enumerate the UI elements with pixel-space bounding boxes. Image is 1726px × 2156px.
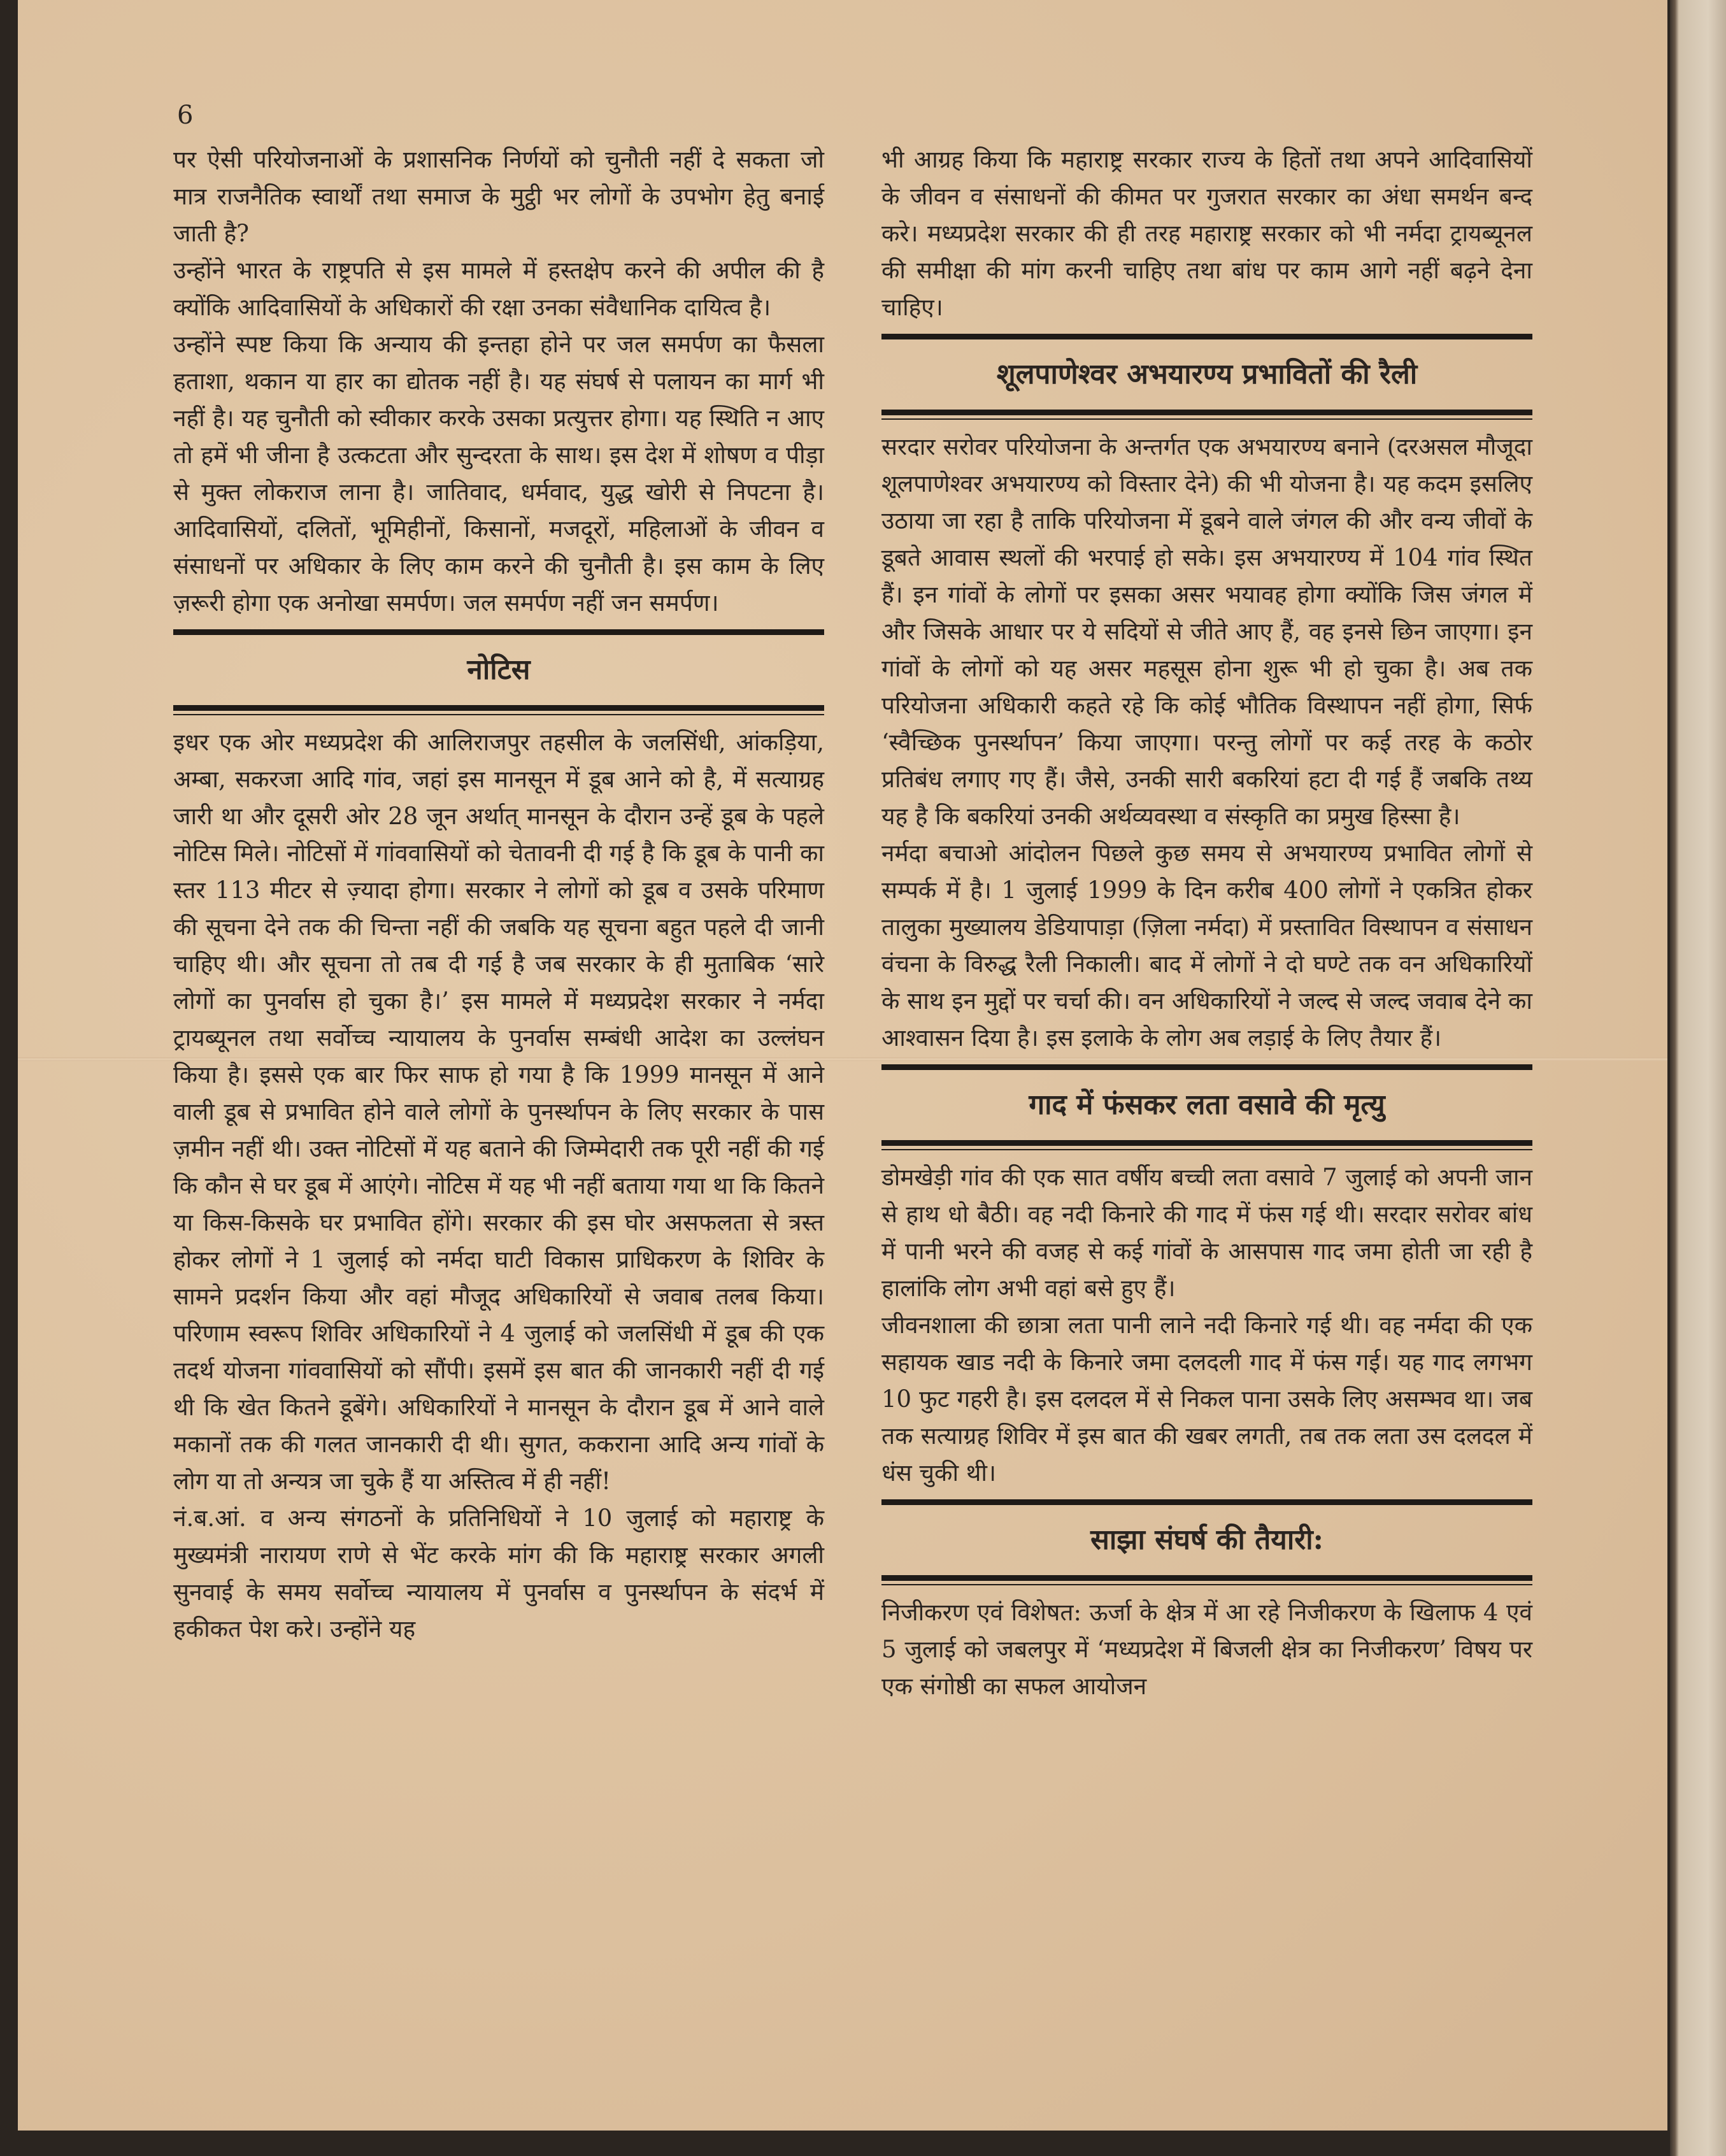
article-paragraph: डोमखेड़ी गांव की एक सात वर्षीय बच्ची लता वसावे 7 जुलाई को अपनी जान से हाथ धो बैठी। वह नदी किनारे की गाद में फंस गई थी। सरदार सरोवर बांध में पानी भरने की वजह से कई गांवों के आसपास गाद जमा होती जा रही है हालांकि लोग अभी वहां बसे हुए हैं। [881, 1164, 1532, 1302]
article-paragraph: इधर एक ओर मध्यप्रदेश की आलिराजपुर तहसील के जलसिंधी, आंकड़िया, अम्बा, सकरजा आदि गांव, जहां इस मानसून में डूब आने को है, में सत्याग्रह जारी था और दूसरी ओर 28 जून अर्थात् मानसून के दौरान उन्हें डूब के पहले नोटिस मिले। नोटिसों में गांववासियों को चेतावनी दी गई है कि डूब के पानी का स्तर 113 मीटर से ज़्यादा होगा। सरकार ने लोगों को डूब व उसके परिमाण की सूचना देने तक की चिन्ता नहीं की जबकि यह सूचना बहुत पहले दी जानी चाहिए थी। और सूचना तो तब दी गई है जब सरकार के ही मुताबिक ‘सारे लोगों का पुनर्वास हो चुका है।’ इस मामले में मध्यप्रदेश सरकार ने नर्मदा ट्रायब्यूनल तथा सर्वोच्च न्यायालय के पुनर्वास सम्बंधी आदेश का उल्लंघन किया है। इससे एक बार फिर साफ हो गया है कि 1999 मानसून में आने वाली डूब से प्रभावित होने वाले लोगों के पुनर्स्थापन के लिए सरकार के पास ज़मीन नहीं थी। उक्त नोटिसों में यह बताने की जिम्मेदारी तक पूरी नहीं की गई कि कौन से घर डूब में आएंगे। नोटिस में यह भी नहीं बताया गया था कि कितने या किस-किसके घर प्रभावित होंगे। सरकार की इस घोर असफलता से त्रस्त होकर लोगों ने 1 जुलाई को नर्मदा घाटी विकास प्राधिकरण के शिविर के सामने प्रदर्शन किया और वहां मौजूद अधिकारियों से जवाब तलब किया। परिणाम स्वरूप शिविर अधिकारियों ने 4 जुलाई को जलसिंधी में डूब की एक तदर्थ योजना गांववासियों को सौंपी। इसमें इस बात की जानकारी नहीं दी गई थी कि खेत कितने डूबेंगे। अधिकारियों ने मानसून के दौरान डूब में आने वाले मकानों तक की गलत जानकारी दी थी। सुगत, ककराना आदि अन्य गांवों के लोग या तो अन्यत्र जा चुके हैं या अस्तित्व में ही नहीं! [173, 729, 824, 1495]
adjacent-page-edge [1670, 0, 1726, 2156]
divider [881, 1140, 1532, 1150]
article-paragraph: सरदार सरोवर परियोजना के अन्तर्गत एक अभयारण्य बनाने (दरअसल मौजूदा शूलपाणेश्वर अभयारण्य को विस्तार देने) की भी योजना है। यह कदम इसलिए उठाया जा रहा है ताकि परियोजना में डूबने वाले जंगल की और वन्य जीवों के डूबते आवास स्थलों की भरपाई हो सके। इस अभयारण्य में 104 गांव स्थित हैं। इन गांवों के लोगों पर इसका असर भयावह होगा क्योंकि जिस जंगल में और जिसके आधार पर ये सदियों से जीते आए हैं, वह इनसे छिन जाएगा। इन गांवों के लोगों को यह असर महसूस होना शुरू भी हो चुका है। अब तक परियोजना अधिकारी कहते रहे कि कोई भौतिक विस्थापन नहीं होगा, सिर्फ ‘स्वैच्छिक पुनर्स्थापन’ किया जाएगा। परन्तु लोगों पर कई तरह के कठोर प्रतिबंध लगाए गए हैं। जैसे, उनकी सारी बकरियां हटा दी गई हैं जबकि तथ्य यह है कि बकरियां उनकी अर्थव्यवस्था व संस्कृति का प्रमुख हिस्सा है। [881, 433, 1532, 830]
section-heading-sanctuary-rally: शूलपाणेश्वर अभयारण्य प्रभावितों की रैली [996, 358, 1418, 390]
article-paragraph: पर ऐसी परियोजनाओं के प्रशासनिक निर्णयों को चुनौती नहीं दे सकता जो मात्र राजनैतिक स्वार्थों तथा समाज के मुट्ठी भर लोगों के उपभोग हेतु बनाई जाती है? [173, 146, 824, 247]
section-heading-lata-death: गाद में फंसकर लता वसावे की मृत्यु [1029, 1089, 1385, 1121]
article-paragraph: उन्होंने भारत के राष्ट्रपति से इस मामले में हस्तक्षेप करने की अपील की है क्योंकि आदिवासियों के अधिकारों की रक्षा उनका संवैधानिक दायित्व है। [173, 257, 824, 321]
page-number: 6 [177, 101, 194, 130]
section-heading-notice: नोटिस [467, 653, 531, 686]
divider [173, 629, 824, 635]
divider [881, 1064, 1532, 1070]
article-paragraph: नं.ब.आं. व अन्य संगठनों के प्रतिनिधियों ने 10 जुलाई को महाराष्ट्र के मुख्यमंत्री नारायण राणे से भेंट करके मांग की कि महाराष्ट्र सरकार अगली सुनवाई के समय सर्वोच्च न्यायालय में पुनर्वास व पुनर्स्थापन के संदर्भ में हकीकत पेश करे। उन्होंने यह [173, 1504, 824, 1643]
divider [881, 1575, 1532, 1585]
left-column [173, 141, 824, 1648]
article-paragraph: जीवनशाला की छात्रा लता पानी लाने नदी किनारे गई थी। वह नर्मदा की एक सहायक खाड नदी के किनारे जमा दलदली गाद में फंस गई। यह गाद लगभग 10 फुट गहरी है। इस दलदल में से निकल पाना उसके लिए असम्भव था। जब तक सत्याग्रह शिविर में इस बात की खबर लगती, तब तक लता उस दलदल में धंस चुकी थी। [881, 1311, 1532, 1487]
article-paragraph: निजीकरण एवं विशेषत: ऊर्जा के क्षेत्र में आ रहे निजीकरण के खिलाफ 4 एवं 5 जुलाई को जबलपुर में ‘मध्यप्रदेश में बिजली क्षेत्र का निजीकरण’ विषय पर एक संगोष्ठी का सफल आयोजन [881, 1599, 1532, 1700]
article-paragraph: उन्होंने स्पष्ट किया कि अन्याय की इन्तहा होने पर जल समर्पण का फैसला हताशा, थकान या हार का द्योतक नहीं है। यह संघर्ष से पलायन का मार्ग भी नहीं है। यह चुनौती को स्वीकार करके उसका प्रत्युत्तर होगा। यह स्थिति न आए तो हमें भी जीना है उत्कटता और सुन्दरता के साथ। इस देश में शोषण व पीड़ा से मुक्त लोकराज लाना है। जातिवाद, धर्मवाद, युद्ध खोरी से निपटना है। आदिवासियों, दलितों, भूमिहीनों, किसानों, मजदूरों, महिलाओं के जीवन व संसाधनों पर अधिकार के लिए काम करने की चुनौती है। इस काम के लिए ज़रूरी होगा एक अनोखा समर्पण। जल समर्पण नहीं जन समर्पण। [173, 331, 824, 617]
divider [881, 410, 1532, 420]
article-paragraph: नर्मदा बचाओ आंदोलन पिछले कुछ समय से अभयारण्य प्रभावित लोगों से सम्पर्क में है। 1 जुलाई 1999 के दिन करीब 400 लोगों ने एकत्रित होकर तालुका मुख्यालय डेडियापाड़ा (ज़िला नर्मदा) में प्रस्तावित विस्थापन व संसाधन वंचना के विरुद्ध रैली निकाली। बाद में लोगों ने दो घण्टे तक वन अधिकारियों के साथ इन मुद्दों पर चर्चा की। वन अधिकारियों ने जल्द से जल्द जवाब देने का आश्वासन दिया है। इस इलाके के लोग अब लड़ाई के लिए तैयार हैं। [881, 839, 1532, 1052]
divider [881, 334, 1532, 339]
newsletter-page [18, 0, 1667, 2131]
article-paragraph: भी आग्रह किया कि महाराष्ट्र सरकार राज्य के हितों तथा अपने आदिवासियों के जीवन व संसाधनों की कीमत पर गुजरात सरकार का अंधा समर्थन बन्द करे। मध्यप्रदेश सरकार की ही तरह महाराष्ट्र सरकार को भी नर्मदा ट्रायब्यूनल की समीक्षा की मांग करनी चाहिए तथा बांध पर काम आगे नहीं बढ़ने देना चाहिए। [881, 146, 1532, 321]
right-column [881, 141, 1532, 1705]
divider [881, 1499, 1532, 1505]
divider [173, 705, 824, 715]
section-heading-joint-struggle: साझा संघर्ष की तैयारी: [1090, 1524, 1323, 1556]
